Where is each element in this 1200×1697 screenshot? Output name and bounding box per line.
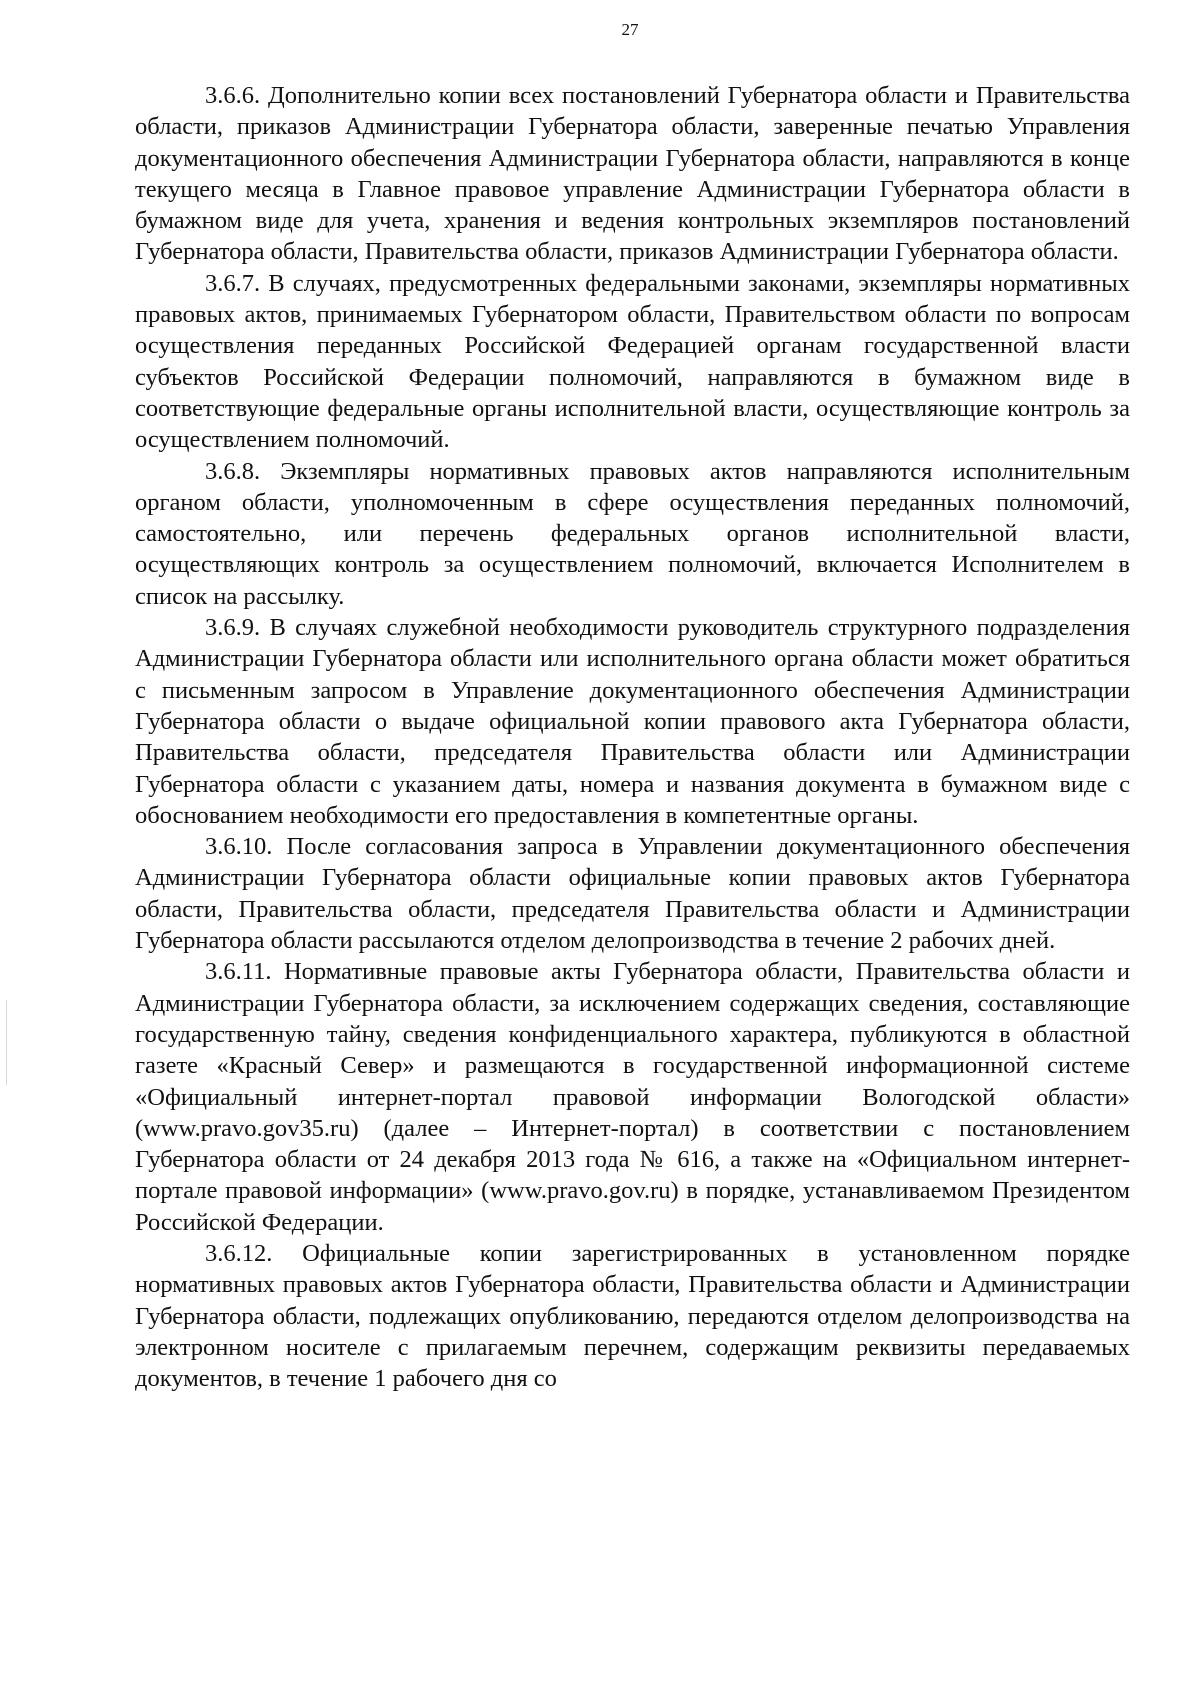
paragraph-3-6-9: 3.6.9. В случаях служебной необходимости руководитель структурного подразделения Администрации Губернатора области или исполнительного органа области может обратиться с письменным запросом в Управление документационного обеспечения Администрации Губернатора области о выдаче официальной копии правового акта Губернатора области, Правительства области, председателя Правительства области или Администрации Губернатора области с указанием даты, номера и названия документа в бумажном виде с обоснованием необходимости его предоставления в компетентные органы. [135, 614, 1130, 829]
document-body [135, 80, 1130, 1394]
paragraph-3-6-12: 3.6.12. Официальные копии зарегистрированных в установленном порядке нормативных правовых актов Губернатора области, Правительства области и Администрации Губернатора области, подлежащих опубликованию, передаются отделом делопроизводства на электронном носителе с прилагаемым перечнем, содержащим реквизиты передаваемых документов, в течение 1 рабочего дня со [135, 1239, 1130, 1393]
paragraph-3-6-10: 3.6.10. После согласования запроса в Управлении документационного обеспечения Администрации Губернатора области официальные копии правовых актов Губернатора области, Правительства области, председателя Правительства области и Администрации Губернатора области рассылаются отделом делопроизводства в течение 2 рабочих дней. [135, 833, 1130, 955]
scan-edge-mark [6, 1000, 7, 1085]
paragraph-3-6-6: 3.6.6. Дополнительно копии всех постановлений Губернатора области и Правительства области, приказов Администрации Губернатора области, заверенные печатью Управления документационного обеспечения Администрации Губернатора области, направляются в конце текущего месяца в Главное правовое управление Администрации Губернатора области в бумажном виде для учета, хранения и ведения контрольных экземпляров постановлений Губернатора области, Правительства области, приказов Администрации Губернатора области. [135, 82, 1130, 266]
paragraph-3-6-7: 3.6.7. В случаях, предусмотренных федеральными законами, экземпляры нормативных правовых актов, принимаемых Губернатором области, Правительством области по вопросам осуществления переданных Российской Федерацией органам государственной власти субъектов Российской Федерации полномочий, направляются в бумажном виде в соответствующие федеральные органы исполнительной власти, осуществляющие контроль за осуществлением полномочий. [135, 269, 1130, 454]
paragraph-3-6-11: 3.6.11. Нормативные правовые акты Губернатора области, Правительства области и Администрации Губернатора области, за исключением содержащих сведения, составляющие государственную тайну, сведения конфиденциального характера, публикуются в областной газете «Красный Север» и размещаются в государственной информационной системе «Официальный интернет-портал правовой информации Вологодской области» (www.pravo.gov35.ru) (далее – Интернет-портал) в соответствии с постановлением Губернатора области от 24 декабря 2013 года № 616, а также на «Официальном интернет-портале правовой информации» (www.pravo.gov.ru) в порядке, устанавливаемом Президентом Российской Федерации. [135, 958, 1130, 1236]
page-number: 27 [621, 20, 639, 39]
paragraph-3-6-8: 3.6.8. Экземпляры нормативных правовых актов направляются исполнительным органом области, уполномоченным в сфере осуществления переданных полномочий, самостоятельно, или перечень федеральных органов исполнительной власти, осуществляющих контроль за осуществлением полномочий, включается Исполнителем в список на рассылку. [135, 457, 1130, 610]
